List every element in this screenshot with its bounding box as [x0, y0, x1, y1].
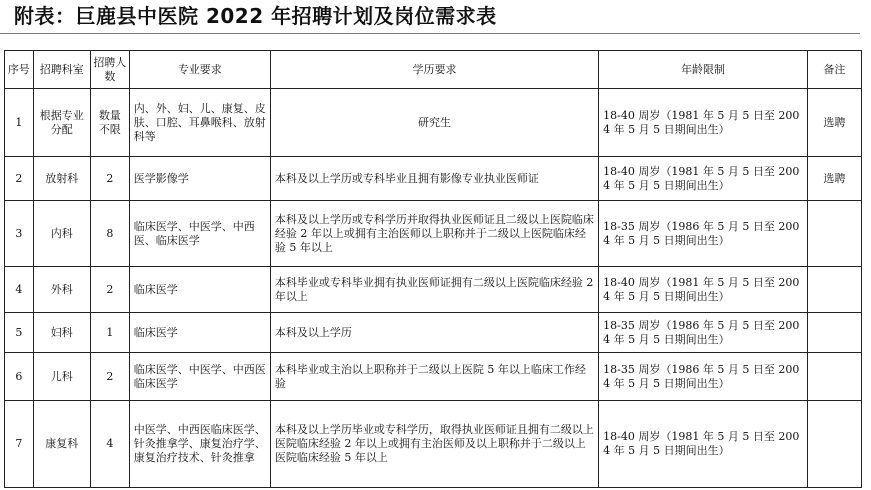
cell-edu: 本科及以上学历或专科毕业且拥有影像专业执业医师证: [270, 157, 598, 201]
cell-count: 数量不限: [90, 89, 129, 157]
header-dept: 招聘科室: [33, 51, 90, 89]
title-divider: [0, 33, 860, 34]
cell-no: 6: [5, 353, 34, 401]
cell-no: 3: [5, 201, 34, 267]
cell-age: 18-40 周岁（1981 年 5 月 5 日至 2004 年 5 月 5 日期间出生）: [599, 401, 808, 488]
cell-age: 18-35 周岁（1986 年 5 月 5 日至 2004 年 5 月 5 日期间出生）: [599, 353, 808, 401]
table-row: [5, 201, 862, 267]
table-row: [5, 401, 862, 488]
cell-age: 18-35 周岁（1986 年 5 月 5 日至 2004 年 5 月 5 日期间出生）: [599, 313, 808, 353]
cell-count: 2: [90, 267, 129, 313]
cell-major: 临床医学: [129, 267, 270, 313]
cell-major: 中医学、中西医临床医学、针灸推拿学、康复治疗学、康复治疗技术、针灸推拿: [129, 401, 270, 488]
cell-count: 4: [90, 401, 129, 488]
header-no: 序号: [5, 51, 34, 89]
table-row: [5, 157, 862, 201]
cell-dept: 妇科: [33, 313, 90, 353]
table-header-row: [5, 51, 862, 89]
cell-edu: 本科及以上学历毕业或专科学历，取得执业医师证且拥有二级以上医院临床经验 2 年以上或拥有主治医师及以上职称并于二级以上医院临床经验 5 年以上: [270, 401, 598, 488]
cell-age: 18-40 周岁（1981 年 5 月 5 日至 2004 年 5 月 5 日期间出生）: [599, 157, 808, 201]
cell-dept: 根据专业分配: [33, 89, 90, 157]
cell-edu: 本科毕业或专科毕业拥有执业医师证拥有二级以上医院临床经验 2 年以上: [270, 267, 598, 313]
cell-major: 临床医学、中医学、中西医、临床医学: [129, 201, 270, 267]
cell-major: 临床医学、中医学、中西医临床医学: [129, 353, 270, 401]
cell-edu: 本科及以上学历或专科学历并取得执业医师证且二级以上医院临床经验 2 年以上或拥有主治医师以上职称并于二级以上医院临床经验 5 年以上: [270, 201, 598, 267]
cell-no: 4: [5, 267, 34, 313]
table-row: [5, 353, 862, 401]
cell-dept: 外科: [33, 267, 90, 313]
cell-dept: 放射科: [33, 157, 90, 201]
cell-no: 1: [5, 89, 34, 157]
cell-age: 18-35 周岁（1986 年 5 月 5 日至 2004 年 5 月 5 日期间出生）: [599, 201, 808, 267]
header-age: 年龄限制: [599, 51, 808, 89]
cell-major: 医学影像学: [129, 157, 270, 201]
cell-edu: 本科毕业或主治以上职称并于二级以上医院 5 年以上临床工作经验: [270, 353, 598, 401]
cell-dept: 康复科: [33, 401, 90, 488]
header-note: 备注: [807, 51, 861, 89]
cell-dept: 内科: [33, 201, 90, 267]
cell-note: [807, 401, 861, 488]
cell-note: [807, 267, 861, 313]
cell-no: 5: [5, 313, 34, 353]
cell-count: 1: [90, 313, 129, 353]
table-row: [5, 267, 862, 313]
cell-note: [807, 353, 861, 401]
cell-edu: 研究生: [270, 89, 598, 157]
cell-note: [807, 201, 861, 267]
table-row: [5, 89, 862, 157]
cell-age: 18-40 周岁（1981 年 5 月 5 日至 2004 年 5 月 5 日期间出生）: [599, 89, 808, 157]
cell-dept: 儿科: [33, 353, 90, 401]
cell-major: 内、外、妇、儿、康复、皮肤、口腔、耳鼻喉科、放射科等: [129, 89, 270, 157]
cell-edu: 本科及以上学历: [270, 313, 598, 353]
cell-note: 选聘: [807, 89, 861, 157]
table-row: [5, 313, 862, 353]
cell-no: 7: [5, 401, 34, 488]
cell-count: 8: [90, 201, 129, 267]
page-title: 附表：巨鹿县中医院 2022 年招聘计划及岗位需求表: [14, 4, 497, 28]
cell-count: 2: [90, 157, 129, 201]
header-major: 专业要求: [129, 51, 270, 89]
cell-count: 2: [90, 353, 129, 401]
cell-note: [807, 313, 861, 353]
cell-no: 2: [5, 157, 34, 201]
cell-major: 临床医学: [129, 313, 270, 353]
cell-note: 选聘: [807, 157, 861, 201]
recruitment-table: [4, 50, 862, 488]
cell-age: 18-40 周岁（1981 年 5 月 5 日至 2004 年 5 月 5 日期间出生）: [599, 267, 808, 313]
header-count: 招聘人数: [90, 51, 129, 89]
header-edu: 学历要求: [270, 51, 598, 89]
